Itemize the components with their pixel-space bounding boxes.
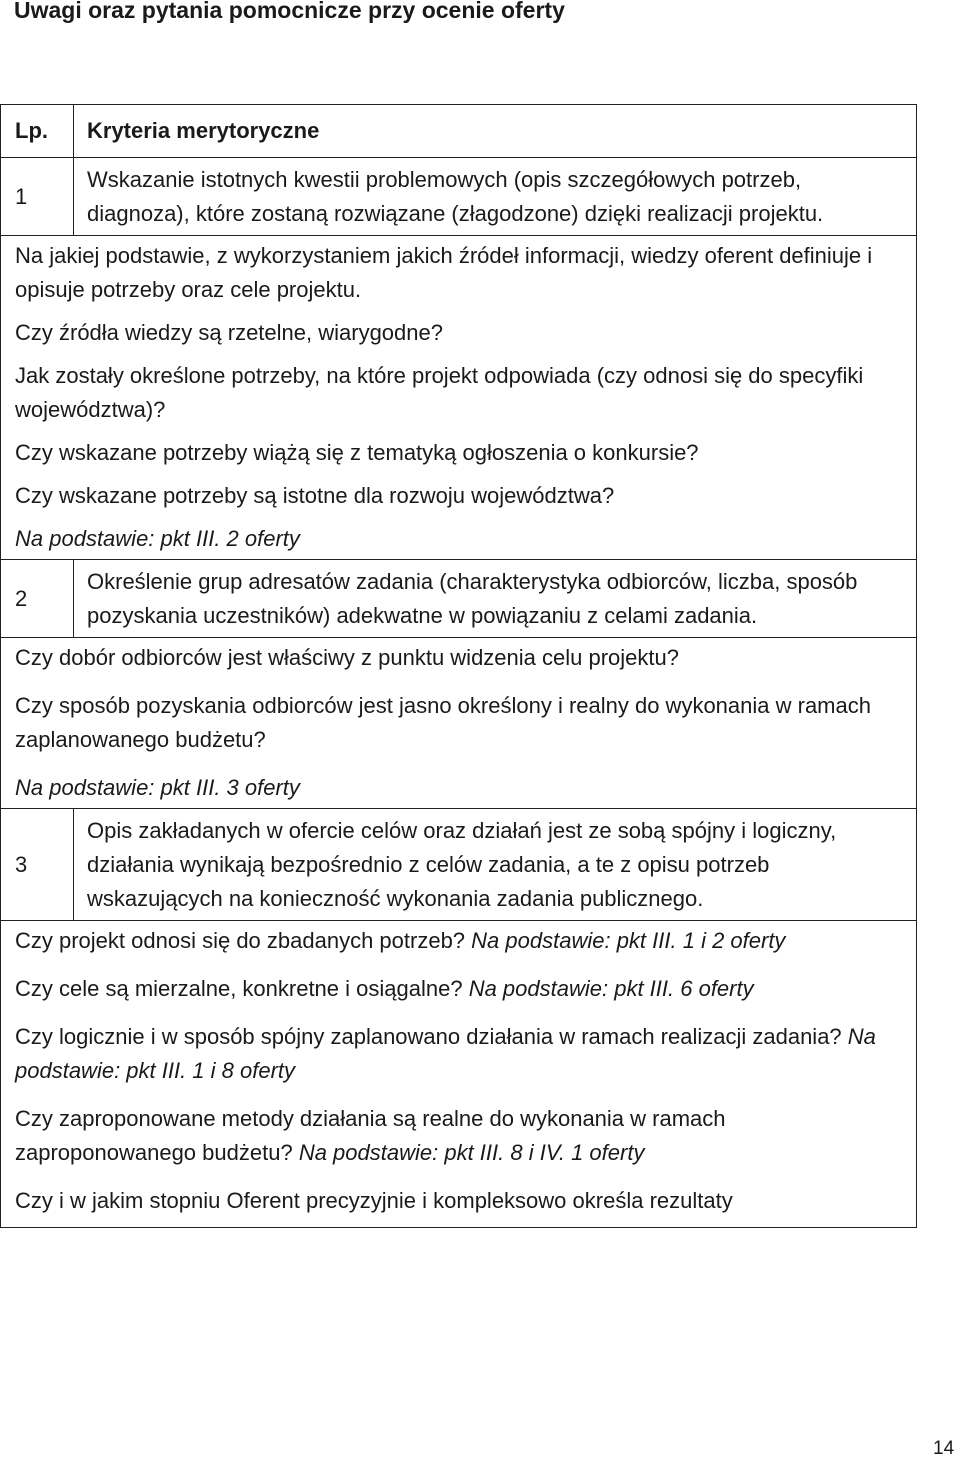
criterion-number: 2 bbox=[1, 560, 74, 638]
questions-cell bbox=[1, 921, 917, 1228]
question: Czy wskazane potrzeby wiążą się z tematyką ogłoszenia o konkursie? bbox=[15, 440, 699, 465]
page-title: Uwagi oraz pytania pomocnicze przy ocenie oferty bbox=[14, 0, 565, 23]
basis-reference: Na podstawie: pkt III. 1 i 8 oferty bbox=[15, 1024, 876, 1083]
question bbox=[15, 1184, 902, 1218]
question: Czy źródła wiedzy są rzetelne, wiarygodne? bbox=[15, 320, 443, 345]
question-text: Czy logicznie i w sposób spójny zaplanowano działania w ramach realizacji zadania? bbox=[15, 1024, 842, 1049]
questions-row bbox=[1, 638, 917, 809]
questions-row bbox=[1, 921, 917, 1228]
criterion-text: Określenie grup adresatów zadania (charakterystyka odbiorców, liczba, sposób pozyskania uczestników) adekwatne w powiązaniu z celami zadania. bbox=[74, 560, 917, 638]
questions-cell bbox=[1, 236, 917, 560]
question-text: Czy zaproponowane metody działania są realne do wykonania w ramach zaproponowanego budżetu? bbox=[15, 1106, 726, 1165]
criterion-row bbox=[1, 560, 917, 638]
criterion-row bbox=[1, 158, 917, 236]
question: Jak zostały określone potrzeby, na które projekt odpowiada (czy odnosi się do specyfiki województwa)? bbox=[15, 363, 864, 422]
header-criteria: Kryteria merytoryczne bbox=[74, 105, 917, 158]
question-text: Czy cele są mierzalne, konkretne i osiągalne? bbox=[15, 976, 463, 1001]
question-text: Czy i w jakim stopniu Oferent precyzyjnie i kompleksowo określa rezultaty bbox=[15, 1188, 733, 1213]
questions-row bbox=[1, 236, 917, 560]
criterion-row bbox=[1, 809, 917, 921]
criterion-text: Opis zakładanych w ofercie celów oraz działań jest ze sobą spójny i logiczny, działania wynikają bezpośrednio z celów zadania, a te z opisu potrzeb wskazujących na konieczność wykonania zadania publicznego. bbox=[74, 809, 917, 921]
question: Czy dobór odbiorców jest właściwy z punktu widzenia celu projektu? bbox=[15, 645, 679, 670]
question: Na jakiej podstawie, z wykorzystaniem jakich źródeł informacji, wiedzy oferent definiuje i opisuje potrzeby oraz cele projektu. bbox=[15, 243, 873, 302]
question: Czy wskazane potrzeby są istotne dla rozwoju województwa? bbox=[15, 483, 615, 508]
criterion-number: 1 bbox=[1, 158, 74, 236]
page-number: 14 bbox=[933, 1438, 955, 1459]
question bbox=[15, 924, 902, 958]
basis-reference: Na podstawie: pkt III. 6 oferty bbox=[468, 976, 754, 1001]
question: Czy sposób pozyskania odbiorców jest jasno określony i realny do wykonania w ramach zaplanowanego budżetu? bbox=[15, 693, 871, 752]
question bbox=[15, 1102, 902, 1170]
question bbox=[15, 1020, 902, 1088]
basis-reference: Na podstawie: pkt III. 1 i 2 oferty bbox=[471, 928, 786, 953]
basis-reference: Na podstawie: pkt III. 8 i IV. 1 oferty bbox=[298, 1140, 645, 1165]
criteria-table bbox=[0, 104, 917, 1228]
question bbox=[15, 972, 902, 1006]
questions-cell bbox=[1, 638, 917, 809]
question-text: Czy projekt odnosi się do zbadanych potrzeb? bbox=[15, 928, 466, 953]
table-header-row bbox=[1, 105, 917, 158]
criterion-text: Wskazanie istotnych kwestii problemowych (opis szczegółowych potrzeb, diagnoza), które zostaną rozwiązane (złagodzone) dzięki realizacji projektu. bbox=[74, 158, 917, 236]
basis-reference: Na podstawie: pkt III. 2 oferty bbox=[15, 526, 300, 551]
header-lp: Lp. bbox=[1, 105, 74, 158]
basis-reference: Na podstawie: pkt III. 3 oferty bbox=[15, 775, 300, 800]
criterion-number: 3 bbox=[1, 809, 74, 921]
